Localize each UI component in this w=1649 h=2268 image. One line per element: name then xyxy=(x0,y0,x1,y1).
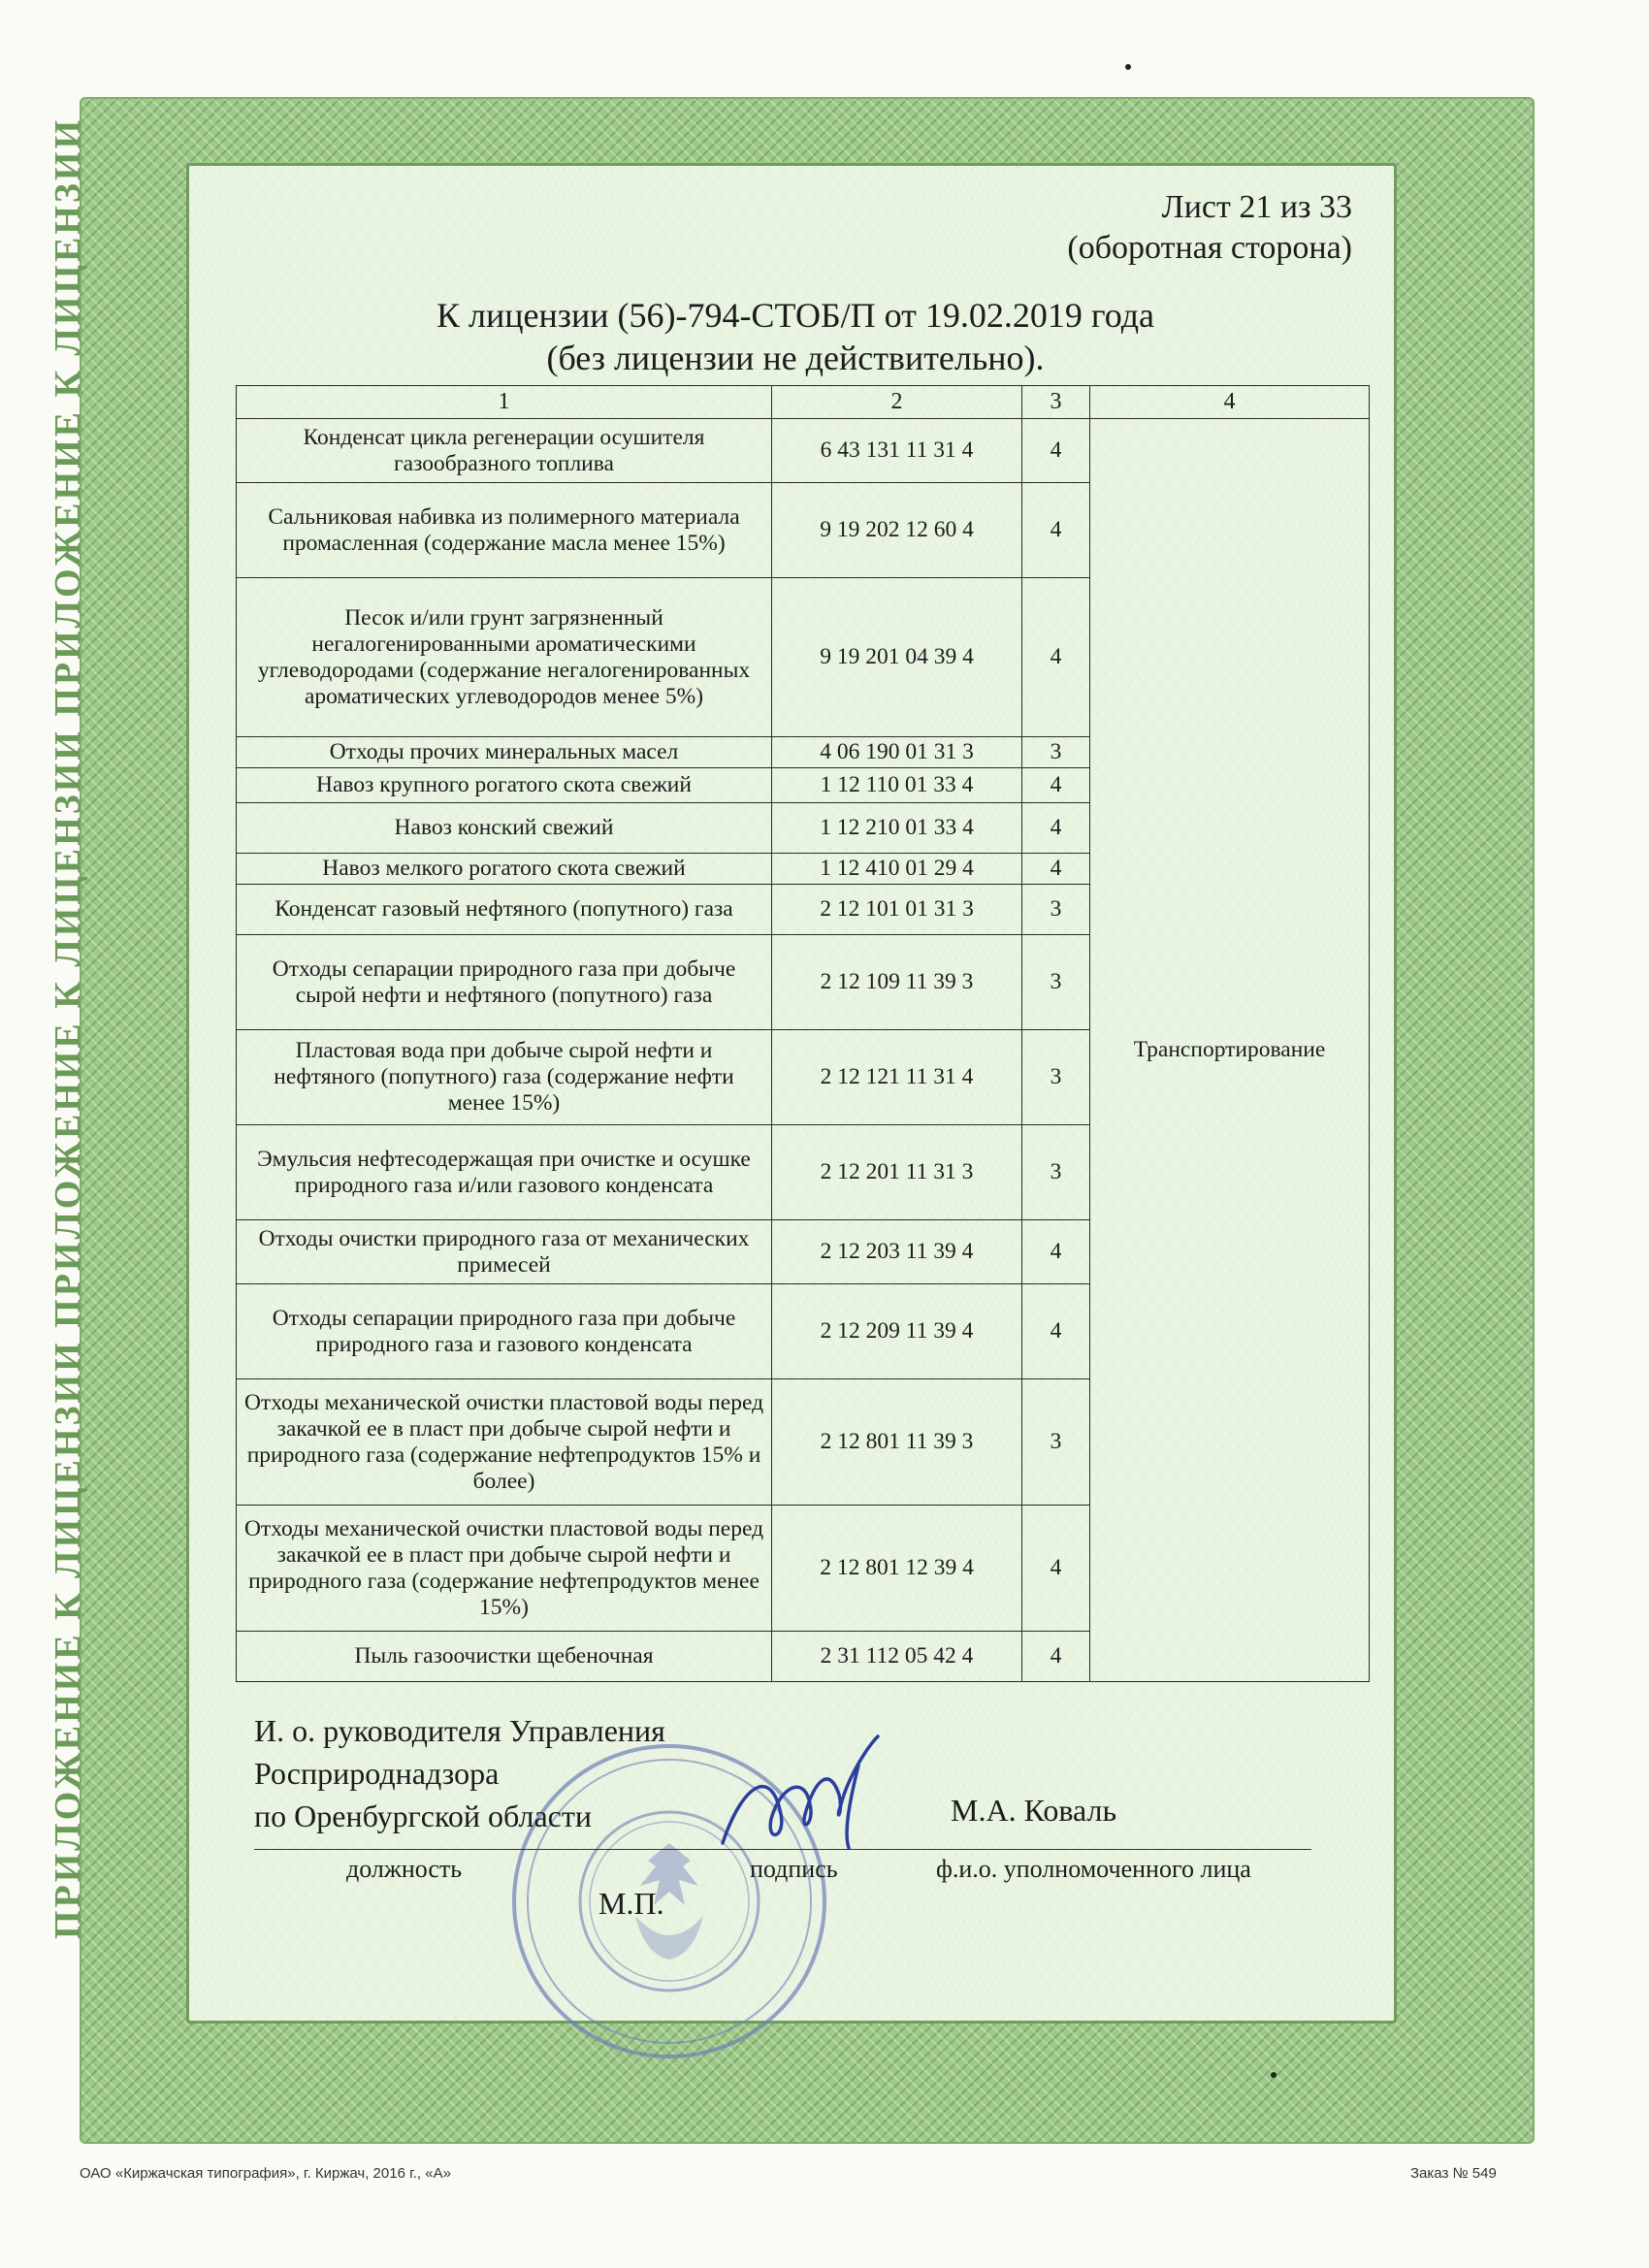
order-number: Заказ № 549 xyxy=(1410,2165,1497,2182)
cell-code: 4 06 190 01 31 3 xyxy=(772,737,1022,768)
heading-line-2: (без лицензии не действительно). xyxy=(546,339,1045,377)
cell-class: 4 xyxy=(1022,578,1090,737)
cell-code: 2 12 801 11 39 3 xyxy=(772,1379,1022,1506)
signatory-name: М.А. Коваль xyxy=(951,1793,1117,1828)
cell-code: 2 12 801 12 39 4 xyxy=(772,1506,1022,1632)
cell-class: 3 xyxy=(1022,885,1090,935)
cell-name: Отходы механической очистки пластовой воды перед закачкой ее в пласт при добыче сырой нефти и природного газа (содержание нефтепродуктов 15% и более) xyxy=(237,1379,772,1506)
caption-position: должность xyxy=(346,1855,463,1883)
cell-code: 1 12 110 01 33 4 xyxy=(772,768,1022,803)
column-header: 3 xyxy=(1022,386,1090,419)
column-header: 1 xyxy=(237,386,772,419)
cell-class: 4 xyxy=(1022,1632,1090,1682)
cell-name: Отходы сепарации природного газа при добыче сырой нефти и нефтяного (попутного) газа xyxy=(237,935,772,1030)
table-header-row xyxy=(237,386,1370,419)
cell-name: Конденсат цикла регенерации осушителя газообразного топлива xyxy=(237,419,772,483)
cell-class: 4 xyxy=(1022,1220,1090,1284)
signature-line xyxy=(254,1849,1311,1850)
cell-code: 2 12 109 11 39 3 xyxy=(772,935,1022,1030)
cell-code: 2 12 209 11 39 4 xyxy=(772,1284,1022,1379)
cell-code: 2 31 112 05 42 4 xyxy=(772,1632,1022,1682)
cell-class: 4 xyxy=(1022,803,1090,854)
side-banner: ПРИЛОЖЕНИЕ К ЛИЦЕНЗИИ ПРИЛОЖЕНИЕ К ЛИЦЕНЗИИ ПРИЛОЖЕНИЕ К ЛИЦЕНЗИИ xyxy=(48,116,88,1940)
cell-class: 4 xyxy=(1022,419,1090,483)
caption-name: ф.и.о. уполномоченного лица xyxy=(936,1855,1251,1883)
cell-name: Конденсат газовый нефтяного (попутного) газа xyxy=(237,885,772,935)
heading-line-1: К лицензии (56)-794-СТОБ/П от 19.02.2019 года xyxy=(436,296,1155,335)
cell-name: Песок и/или грунт загрязненный негалогенированными ароматическими углеводородами (содержание негалогенированных ароматических углеводородов менее 5%) xyxy=(237,578,772,737)
speck xyxy=(1125,64,1131,70)
cell-class: 3 xyxy=(1022,1030,1090,1125)
cell-name: Отходы механической очистки пластовой воды перед закачкой ее в пласт при добыче сырой нефти и природного газа (содержание нефтепродуктов менее 15%) xyxy=(237,1506,772,1632)
license-heading xyxy=(233,294,1358,379)
cell-code: 9 19 202 12 60 4 xyxy=(772,483,1022,578)
cell-class: 4 xyxy=(1022,768,1090,803)
cell-name: Пластовая вода при добыче сырой нефти и нефтяного (попутного) газа (содержание нефти менее 15%) xyxy=(237,1030,772,1125)
cell-code: 1 12 210 01 33 4 xyxy=(772,803,1022,854)
cell-class: 4 xyxy=(1022,854,1090,885)
cell-code: 2 12 121 11 31 4 xyxy=(772,1030,1022,1125)
printer-imprint: ОАО «Киржачская типография», г. Киржач, 2016 г., «А» xyxy=(80,2165,451,2182)
cell-class: 3 xyxy=(1022,1379,1090,1506)
cell-name: Навоз мелкого рогатого скота свежий xyxy=(237,854,772,885)
cell-code: 2 12 203 11 39 4 xyxy=(772,1220,1022,1284)
cell-name: Навоз конский свежий xyxy=(237,803,772,854)
cell-activity: Транспортирование xyxy=(1090,419,1370,1682)
cell-name: Отходы очистки природного газа от механических примесей xyxy=(237,1220,772,1284)
position-line-3: по Оренбургской области xyxy=(254,1798,592,1833)
stamp-label: М.П. xyxy=(598,1886,664,1921)
cell-class: 3 xyxy=(1022,935,1090,1030)
cell-name: Отходы прочих минеральных масел xyxy=(237,737,772,768)
position-line-2: Росприроднадзора xyxy=(254,1756,500,1791)
cell-class: 4 xyxy=(1022,1506,1090,1632)
cell-name: Навоз крупного рогатого скота свежий xyxy=(237,768,772,803)
cell-name: Пыль газоочистки щебеночная xyxy=(237,1632,772,1682)
cell-name: Отходы сепарации природного газа при добыче природного газа и газового конденсата xyxy=(237,1284,772,1379)
waste-table xyxy=(236,385,1370,1682)
cell-code: 2 12 101 01 31 3 xyxy=(772,885,1022,935)
cell-class: 4 xyxy=(1022,483,1090,578)
cell-name: Сальниковая набивка из полимерного материала промасленная (содержание масла менее 15%) xyxy=(237,483,772,578)
table-row xyxy=(237,419,1370,483)
speck xyxy=(1271,2072,1277,2078)
sheet-side-text: (оборотная сторона) xyxy=(1067,230,1352,266)
cell-name: Эмульсия нефтесодержащая при очистке и осушке природного газа и/или газового конденсата xyxy=(237,1125,772,1220)
signatory-position xyxy=(254,1709,665,1837)
cell-code: 2 12 201 11 31 3 xyxy=(772,1125,1022,1220)
cell-class: 4 xyxy=(1022,1284,1090,1379)
cell-code: 1 12 410 01 29 4 xyxy=(772,854,1022,885)
cell-class: 3 xyxy=(1022,737,1090,768)
sheet-number xyxy=(1067,187,1352,269)
sheet-number-text: Лист 21 из 33 xyxy=(1161,189,1352,225)
column-header: 2 xyxy=(772,386,1022,419)
cell-code: 6 43 131 11 31 4 xyxy=(772,419,1022,483)
handwritten-signature-icon xyxy=(713,1727,907,1863)
cell-class: 3 xyxy=(1022,1125,1090,1220)
column-header: 4 xyxy=(1090,386,1370,419)
table-body xyxy=(237,419,1370,1682)
caption-signature: подпись xyxy=(750,1855,838,1883)
position-line-1: И. о. руководителя Управления xyxy=(254,1713,665,1748)
cell-code: 9 19 201 04 39 4 xyxy=(772,578,1022,737)
